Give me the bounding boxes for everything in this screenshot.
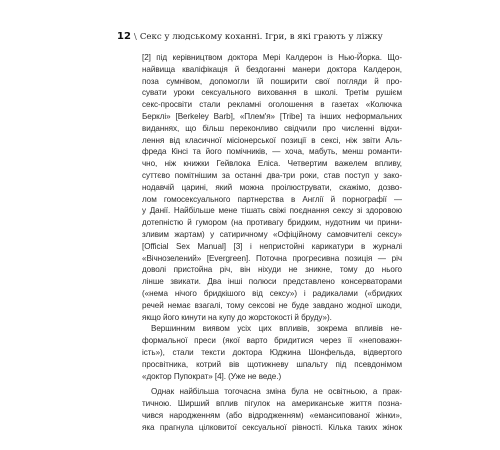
text-line: виданнях, що більш переконливо свідчили про численні відхи- [142, 123, 402, 133]
text-line: «доктор Пупократ» [4]. (Уже не веде.) [142, 371, 282, 381]
text-line: лом гомосексуального партнерства в Англії й порнографії — [142, 194, 402, 204]
text-line: сувати уроки сексуального виховання в школі. Третім рушієм [142, 88, 402, 98]
paragraph [142, 323, 402, 382]
text-line: суттєво помітнішим за останні два-три роки, став поступ у зако- [142, 170, 402, 180]
text-line: Берклі» [Berkeley Barb], «Плем'я» [Tribe] та інших неформальних [142, 111, 402, 121]
text-line: лення від класичної місіонерської позиції в сексі, ніж звіти Аль- [142, 135, 402, 145]
text-line: лінше звикати. Два інші полюси представлено консерваторами [142, 277, 402, 287]
text-line: «Вічнозелений» [Evergreen]. Поточна прогресивна позиція — річ [142, 253, 402, 263]
text-line: просвітника, котрий вів щотижневу шпальту під псевдонімом [142, 359, 402, 369]
text-line: чився народженням (або відродженням) «емансипованої жінки», [142, 410, 402, 420]
text-line: ість»), стали тексти доктора Юджина Шонфельда, відвертого [142, 347, 402, 357]
text-line: («нема нічого бридкішого від сексу») і радикалами («бридких [142, 288, 402, 298]
text-line: поза сумнівом, допомогли їй поширити свої погляди й про- [142, 76, 402, 86]
text-line: дотепністю й гумором (на противагу бридким, нудотним чи прини- [142, 218, 402, 228]
text-line: чно, ніж книжки Гейвлока Еліса. Четвертим важелем впливу, [142, 159, 402, 169]
page-number: 12 [117, 31, 131, 42]
text-line: секс-просвіти стали рекламні оголошення в газетах «Колючка [142, 100, 402, 110]
text-line: тичною. Ширший вплив пігулок на американське життя позна- [142, 399, 402, 409]
paragraph [142, 52, 402, 323]
body-text [142, 52, 402, 434]
text-line: фреда Кінсі та його помічників, — хоча, мабуть, менш романти- [142, 147, 402, 157]
running-head-title: Секс у людському коханні. Ігри, в які грають у ліжку [139, 32, 383, 42]
text-line: якщо його кинути на купу до жорстокості й бруду»). [142, 312, 332, 322]
text-line: речей немає взагалі, тому сексові не буде завдано жодної шкоди, [142, 300, 402, 310]
text-line: Однак найбільша тогочасна зміна була не освітньою, а прак- [151, 387, 402, 397]
text-line: [Official Sex Manual] [3] і непристойні карикатури в журналі [142, 241, 402, 251]
text-line: нодавчій царині, який можна проілюструвати, скажімо, дозво- [142, 182, 402, 192]
text-line: [2] під керівництвом доктора Мері Калдерон із Нью-Йорка. Що- [142, 53, 402, 62]
text-line: найвища кваліфікація й бездоганні манери доктора Калдерон, [142, 64, 402, 74]
paragraph [142, 386, 402, 433]
text-line: зливим жартам) у сатиричному «Офіційному самовчителі сексу» [142, 229, 402, 239]
text-line: яка прагнула цілковитої сексуальної рівності. Кілька таких жінок [142, 422, 402, 432]
text-line: у Данії. Найбільше мене тішать свіжі поєднання сексу зі здоровою [142, 206, 402, 216]
running-head-separator: \ [133, 32, 137, 42]
text-line: Вершинним виявом усіх цих впливів, зокрема впливів не- [151, 324, 402, 334]
text-line: доволі пристойна річ, він ніхуди не зникне, тому до нього [142, 265, 402, 275]
text-line: формальної преси (якої варто бридитися через її «неповажн- [142, 336, 402, 346]
running-head [117, 31, 417, 42]
